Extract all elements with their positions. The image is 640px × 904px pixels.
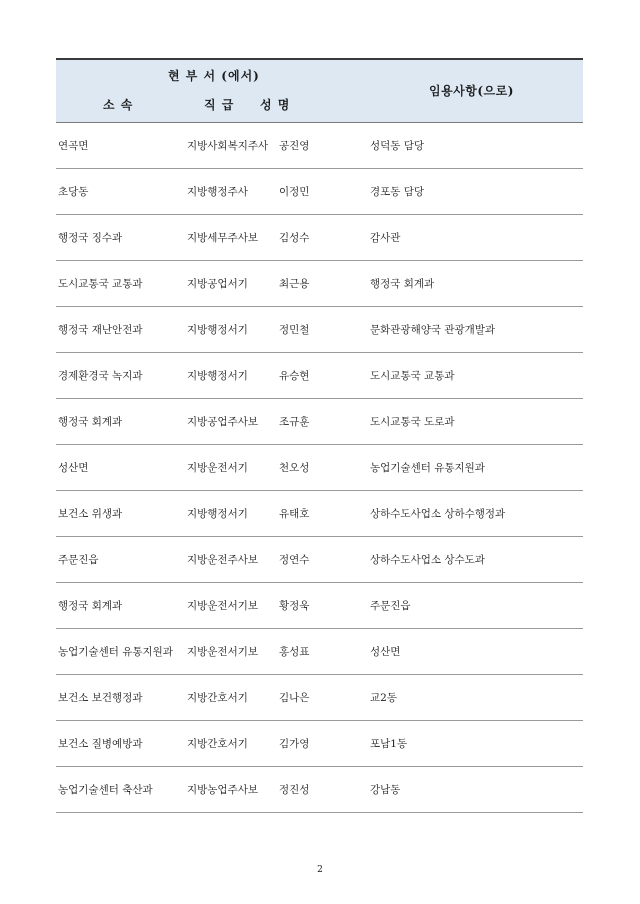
cell-dept: 농업기술센터 축산과 bbox=[58, 784, 153, 796]
cell-name: 김성수 bbox=[279, 232, 310, 244]
cell-dept: 보건소 질병예방과 bbox=[58, 738, 143, 750]
cell-grade: 지방사회복지주사 bbox=[187, 140, 269, 152]
table-row bbox=[56, 445, 583, 491]
cell-assignment: 상하수도사업소 상하수행정과 bbox=[370, 508, 506, 520]
cell-grade: 지방공업주사보 bbox=[187, 416, 259, 428]
table-row bbox=[56, 261, 583, 307]
table-row bbox=[56, 537, 583, 583]
table-row bbox=[56, 583, 583, 629]
cell-name: 조규훈 bbox=[279, 416, 310, 428]
cell-name: 정민철 bbox=[279, 324, 310, 336]
cell-grade: 지방운전서기보 bbox=[187, 646, 259, 658]
table-row bbox=[56, 491, 583, 537]
header-dept: 소 속 bbox=[103, 98, 134, 112]
cell-assignment: 상하수도사업소 상수도과 bbox=[370, 554, 485, 566]
cell-dept: 연곡면 bbox=[58, 140, 89, 152]
header-current-dept: 현 부 서 (에서) bbox=[168, 69, 260, 83]
table-row bbox=[56, 123, 583, 169]
table-row bbox=[56, 353, 583, 399]
cell-dept: 주문진읍 bbox=[58, 554, 99, 566]
cell-dept: 행정국 회계과 bbox=[58, 416, 123, 428]
table-row bbox=[56, 215, 583, 261]
cell-dept: 초당동 bbox=[58, 186, 89, 198]
table-row bbox=[56, 307, 583, 353]
cell-dept: 보건소 위생과 bbox=[58, 508, 123, 520]
cell-grade: 지방운전서기 bbox=[187, 462, 248, 474]
cell-dept: 경제환경국 녹지과 bbox=[58, 370, 143, 382]
table-header bbox=[56, 58, 583, 123]
cell-dept: 행정국 재난안전과 bbox=[58, 324, 143, 336]
cell-assignment: 도시교통국 도로과 bbox=[370, 416, 455, 428]
cell-dept: 농업기술센터 유통지원과 bbox=[58, 646, 173, 658]
cell-grade: 지방간호서기 bbox=[187, 738, 248, 750]
cell-grade: 지방운전주사보 bbox=[187, 554, 259, 566]
header-grade: 직 급 bbox=[204, 98, 235, 112]
table-row bbox=[56, 721, 583, 767]
cell-assignment: 강남동 bbox=[370, 784, 401, 796]
table-row bbox=[56, 629, 583, 675]
cell-grade: 지방세무주사보 bbox=[187, 232, 259, 244]
table-row bbox=[56, 675, 583, 721]
cell-name: 천오성 bbox=[279, 462, 310, 474]
table-row bbox=[56, 399, 583, 445]
cell-name: 김가영 bbox=[279, 738, 310, 750]
cell-name: 유태호 bbox=[279, 508, 310, 520]
cell-dept: 행정국 회계과 bbox=[58, 600, 123, 612]
cell-assignment: 행정국 회계과 bbox=[370, 278, 435, 290]
cell-name: 정진성 bbox=[279, 784, 310, 796]
cell-dept: 행정국 징수과 bbox=[58, 232, 123, 244]
page-number: 2 bbox=[317, 865, 323, 875]
cell-name: 정연수 bbox=[279, 554, 310, 566]
cell-name: 공진영 bbox=[279, 140, 310, 152]
cell-grade: 지방운전서기보 bbox=[187, 600, 259, 612]
cell-grade: 지방행정서기 bbox=[187, 370, 248, 382]
cell-assignment: 감사관 bbox=[370, 232, 401, 244]
header-assignment: 임용사항(으로) bbox=[429, 84, 514, 98]
cell-name: 이정민 bbox=[279, 186, 310, 198]
personnel-table bbox=[56, 58, 583, 813]
cell-grade: 지방행정주사 bbox=[187, 186, 248, 198]
cell-assignment: 문화관광해양국 관광개발과 bbox=[370, 324, 496, 336]
cell-assignment: 도시교통국 교통과 bbox=[370, 370, 455, 382]
cell-name: 최근용 bbox=[279, 278, 310, 290]
cell-grade: 지방간호서기 bbox=[187, 692, 248, 704]
cell-grade: 지방행정서기 bbox=[187, 324, 248, 336]
cell-name: 김나은 bbox=[279, 692, 310, 704]
cell-dept: 보건소 보건행정과 bbox=[58, 692, 143, 704]
table-row bbox=[56, 767, 583, 813]
cell-name: 황정욱 bbox=[279, 600, 310, 612]
cell-grade: 지방행정서기 bbox=[187, 508, 248, 520]
cell-assignment: 교2동 bbox=[370, 692, 397, 704]
cell-assignment: 성덕동 담당 bbox=[370, 140, 425, 152]
cell-assignment: 주문진읍 bbox=[370, 600, 411, 612]
table-row bbox=[56, 169, 583, 215]
cell-assignment: 경포동 담당 bbox=[370, 186, 425, 198]
cell-name: 유승현 bbox=[279, 370, 310, 382]
cell-grade: 지방공업서기 bbox=[187, 278, 248, 290]
cell-grade: 지방농업주사보 bbox=[187, 784, 259, 796]
cell-assignment: 성산면 bbox=[370, 646, 401, 658]
cell-name: 홍성표 bbox=[279, 646, 310, 658]
cell-dept: 도시교통국 교통과 bbox=[58, 278, 143, 290]
header-name: 성 명 bbox=[260, 98, 291, 112]
cell-dept: 성산면 bbox=[58, 462, 89, 474]
cell-assignment: 농업기술센터 유통지원과 bbox=[370, 462, 485, 474]
cell-assignment: 포남1동 bbox=[370, 738, 408, 750]
